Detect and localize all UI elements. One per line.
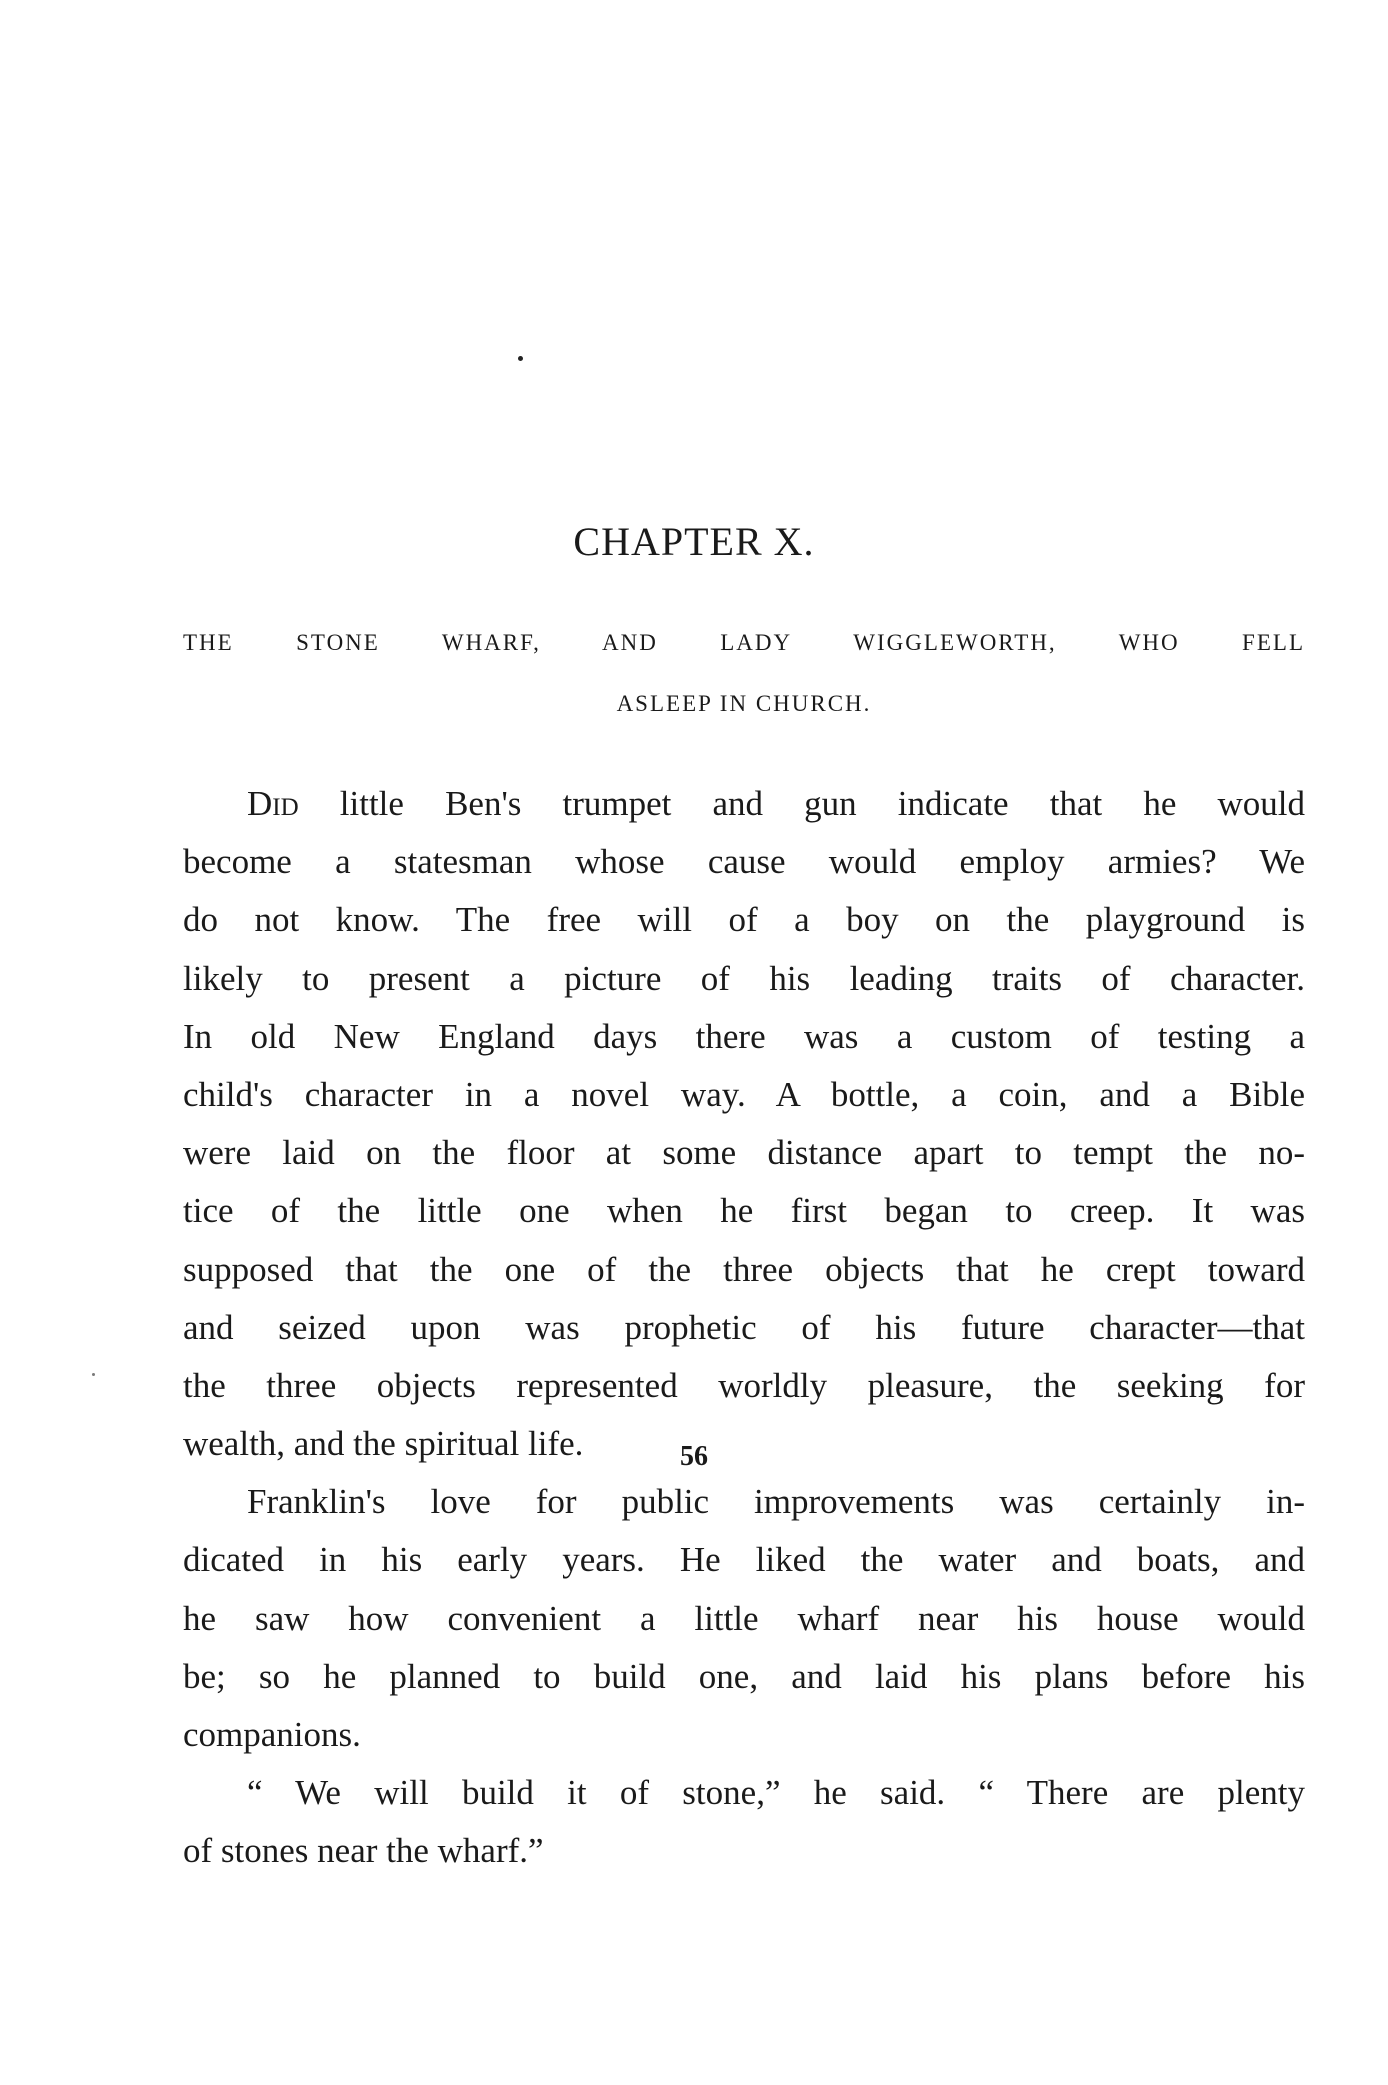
text-line: companions. — [183, 1715, 361, 1754]
ink-speck — [92, 1373, 95, 1376]
chapter-subtitle-line-2: ASLEEP IN CHURCH. — [616, 691, 872, 716]
text-line: be; so he planned to build one, and laid his plans before his — [183, 1656, 1305, 1696]
text-line: likely to present a picture of his leading traits of character. — [183, 958, 1305, 998]
text-line: were laid on the floor at some distance apart to tempt the no- — [183, 1133, 1305, 1173]
chapter-subtitle-line-1: THE STONE WHARF, AND LADY WIGGLEWORTH, WHO FELL — [183, 630, 1305, 655]
text-line: “ We will build it of stone,” he said. “ There are plenty — [247, 1773, 1305, 1813]
text-line: wealth, and the spiritual life. — [183, 1424, 584, 1464]
text-line: do not know. The free will of a boy on the playground is — [183, 900, 1305, 940]
text-line: In old New England days there was a custom of testing a — [183, 1016, 1305, 1056]
text-line-rest: little Ben's trumpet and gun indicate that he would — [298, 784, 1305, 823]
text-line: the three objects represented worldly pleasure, the seeking for — [183, 1365, 1305, 1405]
text-line: supposed that the one of the three objects that he crept toward — [183, 1249, 1305, 1289]
text-line — [183, 775, 1305, 833]
text-line: dicated in his early years. He liked the water and boats, and — [183, 1540, 1305, 1580]
chapter-body-text — [183, 775, 1305, 1881]
text-line: of stones near the wharf.” — [183, 1831, 544, 1871]
opening-word: Did — [247, 784, 299, 823]
text-line: he saw how convenient a little wharf near his house would — [183, 1598, 1305, 1638]
ink-speck — [518, 356, 523, 361]
text-line: and seized upon was prophetic of his future character—that — [183, 1307, 1305, 1347]
text-line: child's character in a novel way. A bottle, a coin, and a Bible — [183, 1074, 1305, 1114]
page-number: 56 — [680, 1441, 708, 1472]
text-line: become a statesman whose cause would employ armies? We — [183, 842, 1305, 882]
chapter-heading: CHAPTER X. — [573, 519, 815, 564]
text-line: tice of the little one when he first began to creep. It was — [183, 1191, 1305, 1231]
text-line: Franklin's love for public improvements was certainly in- — [247, 1482, 1305, 1522]
